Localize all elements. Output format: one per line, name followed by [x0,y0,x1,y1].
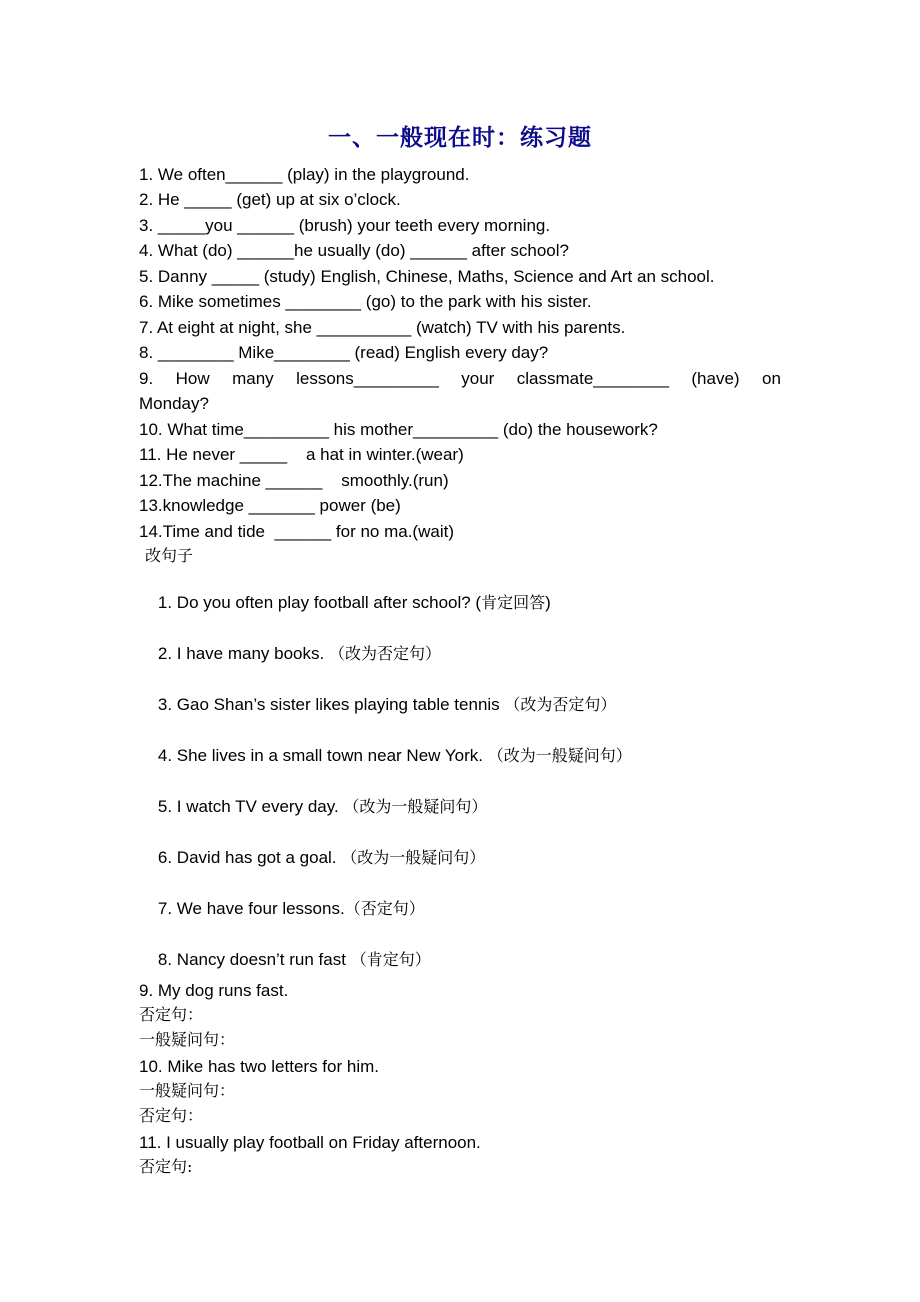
rewrite-instruction: （否定句） [344,899,425,918]
rewrite-item-11: 11. I usually play football on Friday afternoon. [139,1133,481,1152]
exercise-line-2: 2. He _____ (get) up at six o’clock. [139,190,401,209]
exercise-line-8: 8. ________ Mike________ (read) English every day? [139,343,549,362]
rewrite-item-10: 10. Mike has two letters for him. [139,1057,379,1076]
negative-label: 否定句： [139,1106,204,1125]
q9-word: your [461,369,495,388]
section-heading: 改句子 [145,546,194,565]
q9-word: many [232,369,274,388]
q9-word: 9. [139,369,154,388]
q9-word: on [762,369,781,388]
rewrite-en: 7. We have four lessons. [157,899,345,918]
exercise-line-4: 4. What (do) ______he usually (do) ______ after school? [139,241,569,260]
rewrite-en: 8. Nancy doesn’t run fast [157,950,351,969]
rewrite-instruction: 肯定回答 [481,593,546,612]
rewrite-instruction: （改为否定句） [328,644,441,663]
rewrite-en: 1. Do you often play football after school? ( [157,593,482,612]
exercise-line-1: 1. We often______ (play) in the playground. [139,165,470,184]
exercise-line-6: 6. Mike sometimes ________ (go) to the park with his sister. [139,292,592,311]
exercise-line-5: 5. Danny _____ (study) English, Chinese, Maths, Science and Art an school. [139,267,715,286]
exercise-line-14: 14.Time and tide ______ for no ma.(wait) [139,522,454,541]
rewrite-en: 4. She lives in a small town near New York. [157,746,488,765]
exercise-line-12: 12.The machine ______ smoothly.(run) [139,471,449,490]
rewrite-instruction: （肯定句） [350,950,431,969]
exercise-line-10: 10. What time_________ his mother_________ (do) the housework? [139,420,658,439]
rewrite-instruction: （改为一般疑问句） [341,848,486,867]
exercise-line-9 [139,368,781,390]
q9-word: (have) [691,369,740,388]
exercise-line-7: 7. At eight at night, she __________ (watch) TV with his parents. [139,318,626,337]
rewrite-tail: ) [545,593,551,612]
q9-word: classmate________ [516,369,669,388]
rewrite-instruction: （改为一般疑问句） [487,746,632,765]
q9-word: How [175,369,210,388]
rewrite-en: 2. I have many books. [157,644,329,663]
exercise-line-3: 3. _____you ______ (brush) your teeth every morning. [139,216,551,235]
rewrite-en: 3. Gao Shan’s sister likes playing table tennis [157,695,505,714]
page-title: 一、一般现在时：练习题 [328,124,592,151]
rewrite-item-9: 9. My dog runs fast. [139,981,289,1000]
rewrite-en: 6. David has got a goal. [157,848,342,867]
q9-word: lessons_________ [296,369,439,388]
exercise-line-11: 11. He never _____ a hat in winter.(wear) [139,445,464,464]
question-label: 一般疑问句： [139,1081,236,1100]
exercise-line-13: 13.knowledge _______ power (be) [139,496,401,515]
negative-label: 否定句: [139,1157,193,1176]
rewrite-instruction: （改为一般疑问句） [343,797,488,816]
question-label: 一般疑问句： [139,1030,236,1049]
rewrite-en: 5. I watch TV every day. [157,797,344,816]
exercise-line-9-cont: Monday? [139,394,209,413]
negative-label: 否定句： [139,1005,204,1024]
rewrite-instruction: （改为否定句） [504,695,617,714]
